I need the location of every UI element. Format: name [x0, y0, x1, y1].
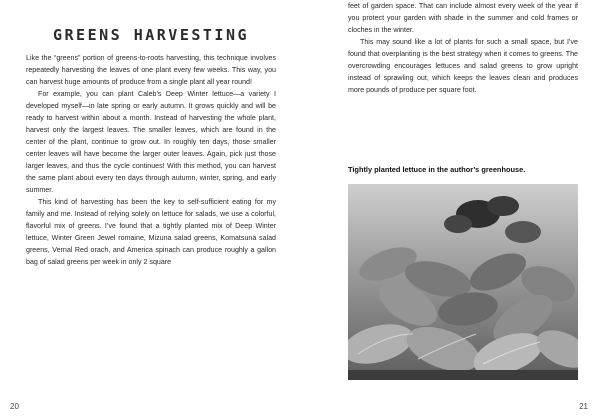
right-page: [300, 0, 600, 420]
body-paragraph: Like the “greens” portion of greens-to-roots harvesting, this technique involves repeatedly harvesting the leaves of one plant every few weeks. This way, you can harvest huge amounts of produce from a single plant all year round!: [26, 54, 276, 86]
right-text-column: [348, 0, 578, 96]
left-text-column: [26, 52, 276, 268]
body-paragraph: For example, you can plant Caleb’s Deep Winter lettuce—a variety I developed myself—in late spring or early autumn. It grows quickly and will be ready to harvest within about a month. Instead of harvesting the whole plant, harvest only the largest leaves. The smaller leaves, which are found in the center of the plant, continue to grow out. In roughly ten days, those smaller center leaves will have become the larger outer leaves. Again, pick just those larger leaves, and thus the cycle continues! With this method, you can harvest the same plant about every ten days through autumn, winter, spring, and early summer.: [26, 90, 276, 194]
photo-caption: Tightly planted lettuce in the author’s greenhouse.: [348, 165, 526, 174]
page-number: 20: [10, 402, 19, 411]
lettuce-photo-illustration: [348, 184, 578, 380]
page-number: 21: [579, 402, 588, 411]
body-paragraph: This kind of harvesting has been the key to self-sufficient eating for my family and me. Instead of relying solely on lettuce for salads, we use a colorful, flavorful mix of greens. I’ve found that a tightly planted mix of Deep Winter lettuce, Winter Green Jewel romaine, Mizuna salad greens, Komatsuna salad greens, Vernal Red orach, and America spinach can produce roughly a gallon bag of salad greens per week in only 2 square: [26, 198, 276, 266]
section-heading: GREENS HARVESTING: [52, 26, 250, 44]
lettuce-photo: [348, 184, 578, 380]
body-paragraph: feet of garden space. That can include almost every week of the year if you protect your garden with shade in the summer and cold frames or cloches in the winter.: [348, 2, 578, 34]
body-paragraph: This may sound like a lot of plants for such a small space, but I’ve found that overplanting is the best strategy when it comes to greens. The overcrowding encourages lettuces and salad greens to grow upright instead of sprawling out, which keeps the leaves clean and produces more pounds of produce per square foot.: [348, 38, 578, 94]
